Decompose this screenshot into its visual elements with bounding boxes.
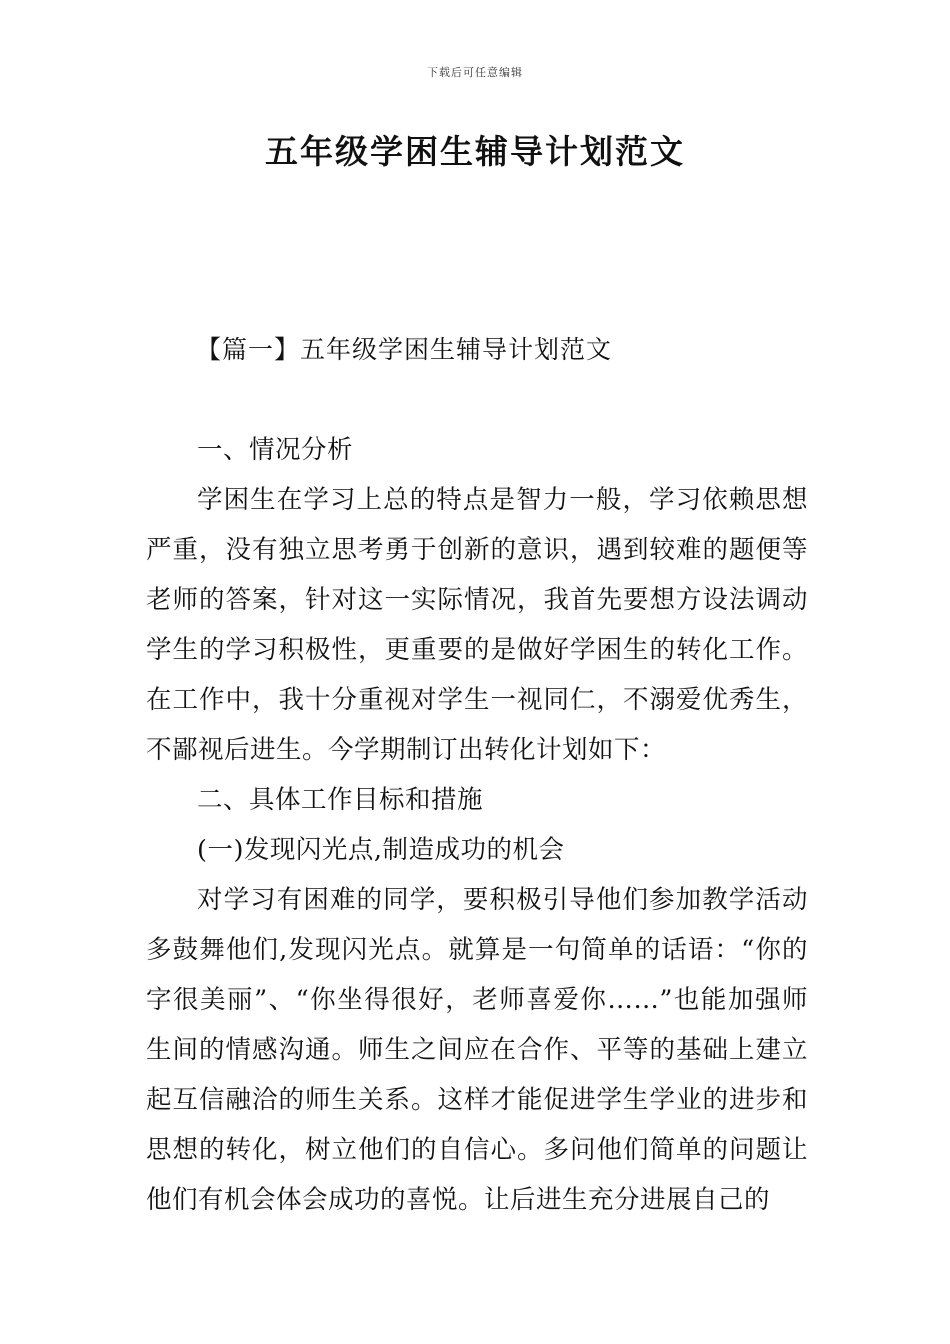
section-heading: 【篇一】五年级学困生辅导计划范文 xyxy=(196,335,613,364)
header-note: 下载后可任意编辑 xyxy=(427,66,523,79)
heading-goals-measures: 二、具体工作目标和措施 xyxy=(197,785,484,815)
paragraph-encouragement: 对学习有困难的同学，要积极引导他们参加教学活动多鼓舞他们,发现闪光点。就算是一句简单的话语：“你的字很美丽”、“你坐得很好，老师喜爱你……”也能加强师生间的情感沟通。师生之间应在合作、平等的基础上建立起互信融洽的师生关系。这样才能促进学生学业的进步和思想的转化，树立他们的自信心。多问他们简单的问题让他们有机会体会成功的喜悦。让后进生充分进展自己的 xyxy=(146,885,808,1215)
paragraph-situation: 学困生在学习上总的特点是智力一般，学习依赖思想严重，没有独立思考勇于创新的意识，遇到较难的题便等老师的答案，针对这一实际情况，我首先要想方设法调动学生的学习积极性，更重要的是做好学困生的转化工作。在工作中，我十分重视对学生一视同仁，不溺爱优秀生，不鄙视后进生。今学期制订出转化计划如下： xyxy=(146,485,808,765)
subheading-highlights: (一)发现闪光点,制造成功的机会 xyxy=(197,835,565,865)
document-body xyxy=(146,425,808,1225)
document-title: 五年级学困生辅导计划范文 xyxy=(265,132,685,171)
heading-situation-analysis: 一、情况分析 xyxy=(197,435,354,465)
